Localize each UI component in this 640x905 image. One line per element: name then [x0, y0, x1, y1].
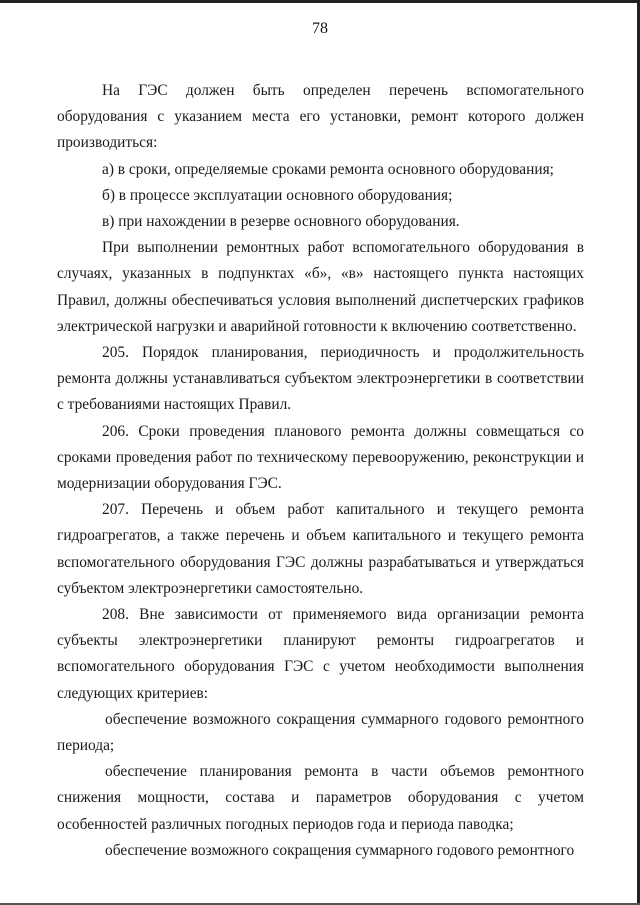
list-item-a: а) в сроки, определяемые сроками ремонта основного оборудования;	[102, 160, 554, 178]
document-body	[57, 78, 584, 864]
paragraph-206: 206. Сроки проведения планового ремонта должны совмещаться со сроками проведения работ по техническому перевооружению, реконструкции и модернизации оборудования ГЭС.	[57, 422, 584, 493]
paragraph-repair-conditions: При выполнении ремонтных работ вспомогательного оборудования в случаях, указанных в подпунктах «б», «в» настоящего пункта настоящих Правил, должны обеспечиваться условия выполнений диспетчерских графиков электрической нагрузки и аварийной готовности к включению соответственно.	[57, 239, 584, 335]
criterion-1: обеспечение возможного сокращения суммарного годового ремонтного периода;	[57, 710, 584, 755]
criterion-2: обеспечение планирования ремонта в части объемов ремонтного снижения мощности, состава и параметров оборудования с учетом особенностей различных погодных периодов года и периода паводка;	[57, 763, 584, 833]
criterion-3: обеспечение возможного сокращения суммарного годового ремонтного	[105, 841, 575, 859]
scan-edge-top	[0, 0, 640, 3]
list-item-c: в) при нахождении в резерве основного оборудования.	[102, 213, 460, 231]
paragraph-208: 208. Вне зависимости от применяемого вида организации ремонта субъекты электроэнергетики планируют ремонты гидроагрегатов и вспомогательного оборудования ГЭС с учетом необходимости выполнения следующих критериев:	[57, 606, 584, 702]
paragraph-207: 207. Перечень и объем работ капитального и текущего ремонта гидроагрегатов, а также перечень и объем капитального и текущего ремонта вспомогательного оборудования ГЭС должны разрабатываться и утверждаться субъектом электроэнергетики самостоятельно.	[57, 501, 584, 597]
list-item-b: б) в процессе эксплуатации основного оборудования;	[102, 186, 453, 204]
paragraph-205: 205. Порядок планирования, периодичность и продолжительность ремонта должны устанавливаться субъектом электроэнергетики в соответствии с требованиями настоящих Правил.	[57, 344, 584, 414]
paragraph-intro: На ГЭС должен быть определен перечень вспомогательного оборудования с указанием места его установки, ремонт которого должен производиться:	[57, 82, 584, 152]
page-number: 78	[312, 20, 328, 37]
